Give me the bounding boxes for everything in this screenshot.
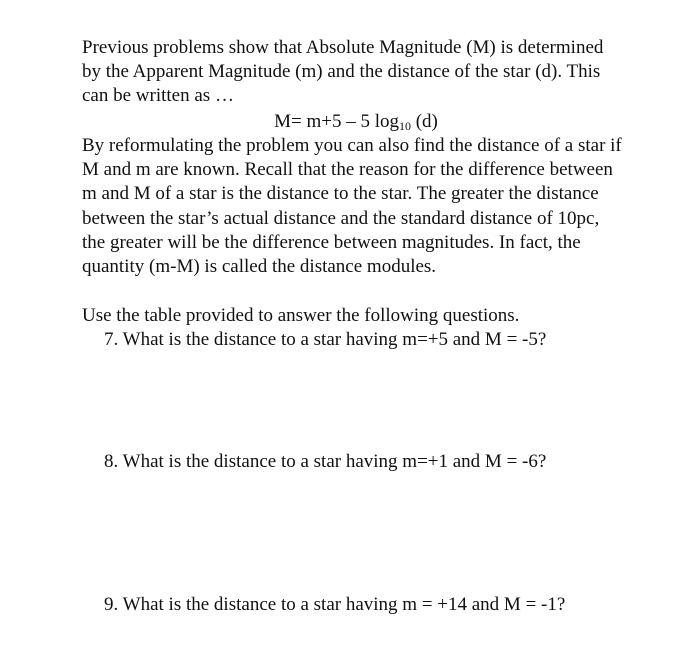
- question-8: 8. What is the distance to a star having m=+1 and M = -6?: [104, 451, 547, 472]
- instruction-line: Use the table provided to answer the following questions.: [82, 305, 520, 326]
- formula-log-base: 10: [398, 119, 411, 133]
- explanation-paragraph: By reformulating the problem you can also find the distance of a star if M and m are known. Recall that the reason for the difference between m and M of a star is the distance to the star. The greater the distance between the star’s actual distance and the standard distance of 10pc, the greater will be the difference between magnitudes. In fact, the quantity (m-M) is called the distance modules.: [82, 135, 622, 278]
- formula-main: M= m+5 – 5 log: [274, 111, 399, 132]
- formula-tail: (d): [410, 111, 438, 132]
- intro-paragraph: Previous problems show that Absolute Magnitude (M) is determined by the Apparent Magnitude (m) and the distance of the star (d). This can be written as …: [82, 37, 604, 107]
- question-7: 7. What is the distance to a star having m=+5 and M = -5?: [104, 329, 547, 350]
- question-9: 9. What is the distance to a star having m = +14 and M = -1?: [104, 594, 566, 615]
- magnitude-formula: [0, 110, 700, 134]
